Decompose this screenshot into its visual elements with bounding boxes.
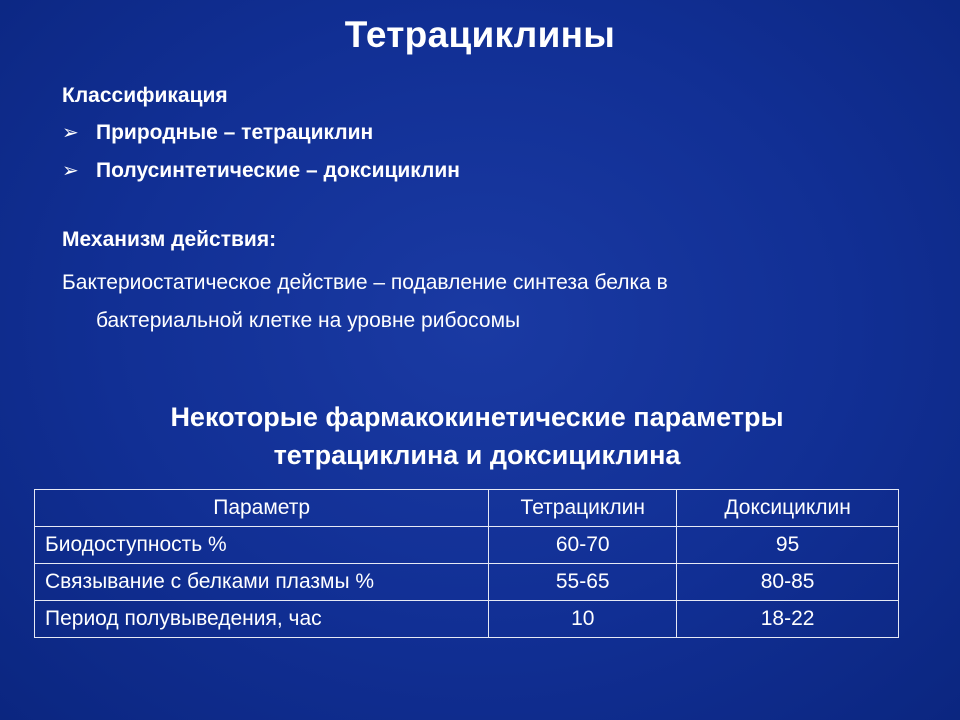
arrow-bullet-icon: ➢ — [62, 122, 79, 144]
table-title-line-1: Некоторые фармакокинетические параметры — [170, 402, 784, 432]
classification-item-label: Полусинтетические – доксициклин — [96, 158, 460, 182]
table-title — [0, 398, 954, 474]
classification-item-label: Природные – тетрациклин — [96, 120, 374, 144]
classification-item-natural — [62, 120, 373, 145]
row-parameter: Биодоступность % — [35, 527, 489, 564]
row-tetracycline-value: 10 — [489, 601, 677, 638]
slide-title: Тетрациклины — [344, 14, 616, 55]
row-parameter: Связывание с белками плазмы % — [35, 564, 489, 601]
classification-heading: Классификация — [62, 84, 228, 107]
row-doxycycline-value: 95 — [677, 527, 899, 564]
arrow-bullet-icon: ➢ — [62, 160, 79, 182]
row-tetracycline-value: 55-65 — [489, 564, 677, 601]
table-row — [35, 527, 899, 564]
row-doxycycline-value: 80-85 — [677, 564, 899, 601]
header-doxycycline: Доксициклин — [677, 490, 899, 527]
row-parameter: Период полувыведения, час — [35, 601, 489, 638]
mechanism-heading: Механизм действия: — [62, 228, 277, 251]
table-row — [35, 601, 899, 638]
pharmacokinetics-table — [34, 489, 899, 638]
classification-item-semisynthetic — [62, 158, 460, 183]
table-header-row — [35, 490, 899, 527]
mechanism-line-1: Бактериостатическое действие – подавление синтеза белка в — [62, 271, 668, 294]
row-doxycycline-value: 18-22 — [677, 601, 899, 638]
table-title-line-2: тетрациклина и доксициклина — [273, 440, 681, 470]
mechanism-text — [62, 264, 862, 340]
row-tetracycline-value: 60-70 — [489, 527, 677, 564]
mechanism-line-2: бактериальной клетке на уровне рибосомы — [96, 309, 521, 332]
header-parameter: Параметр — [35, 490, 489, 527]
table-row — [35, 564, 899, 601]
header-tetracycline: Тетрациклин — [489, 490, 677, 527]
